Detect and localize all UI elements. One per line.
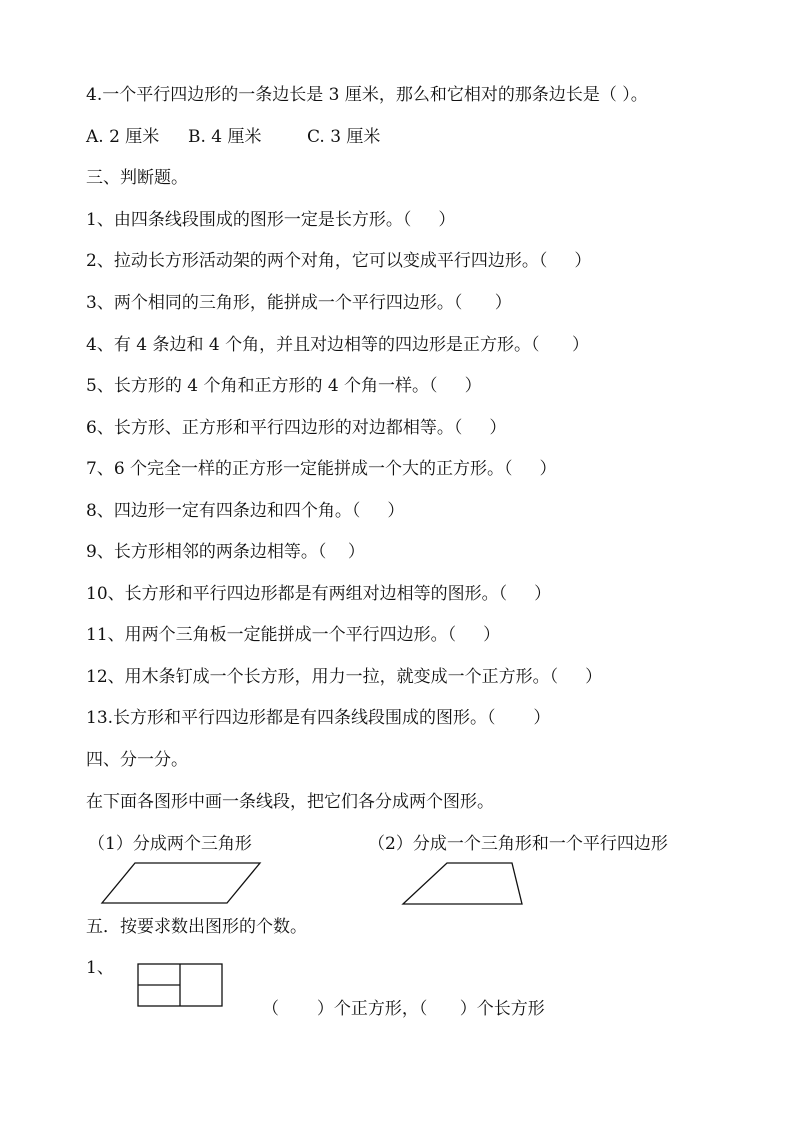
count-answer: （ ）个正方形，（ ）个长方形 xyxy=(262,999,545,1019)
judge-item: 6、长方形、正方形和平行四边形的对边都相等。（ ） xyxy=(86,418,507,438)
trapezoid-figure[interactable] xyxy=(403,863,522,904)
q4-option-a: A. 2 厘米 xyxy=(86,127,160,147)
divide-part2-label: （2）分成一个三角形和一个平行四边形 xyxy=(368,834,668,854)
judge-item: 1、由四条线段围成的图形一定是长方形。（ ） xyxy=(86,210,456,230)
divide-heading: 四、分一分。 xyxy=(86,750,188,770)
judge-item: 8、四边形一定有四条边和四个角。（ ） xyxy=(86,501,405,521)
judge-item: 9、长方形相邻的两条边相等。（ ） xyxy=(86,542,365,562)
divide-part1-label: （1）分成两个三角形 xyxy=(88,834,252,854)
count-number: 1、 xyxy=(86,958,114,978)
q4-option-b: B. 4 厘米 xyxy=(188,127,262,147)
judge-item: 13.长方形和平行四边形都是有四条线段围成的图形。（ ） xyxy=(86,708,551,728)
q4-stem: 4.一个平行四边形的一条边长是 3 厘米，那么和它相对的那条边长是（ ）。 xyxy=(86,85,648,105)
parallelogram-figure[interactable] xyxy=(102,863,260,903)
judge-item: 3、两个相同的三角形，能拼成一个平行四边形。（ ） xyxy=(86,293,512,313)
judge-item: 10、长方形和平行四边形都是有两组对边相等的图形。（ ） xyxy=(86,584,552,604)
judge-item: 7、6 个完全一样的正方形一定能拼成一个大的正方形。（ ） xyxy=(86,459,557,479)
judge-item: 2、拉动长方形活动架的两个对角，它可以变成平行四边形。（ ） xyxy=(86,251,592,271)
judge-item: 5、长方形的 4 个角和正方形的 4 个角一样。（ ） xyxy=(86,376,482,396)
q4-option-c: C. 3 厘米 xyxy=(307,127,381,147)
judge-item: 4、有 4 条边和 4 个角，并且对边相等的四边形是正方形。（ ） xyxy=(86,335,589,355)
judge-heading: 三、判断题。 xyxy=(86,168,188,188)
divide-instruction: 在下面各图形中画一条线段，把它们各分成两个图形。 xyxy=(86,792,494,812)
judge-item: 11、用两个三角板一定能拼成一个平行四边形。（ ） xyxy=(86,625,501,645)
rectangle-grid-figure xyxy=(138,964,222,1006)
count-heading: 五．按要求数出图形的个数。 xyxy=(86,917,307,937)
judge-item: 12、用木条钉成一个长方形，用力一拉，就变成一个正方形。（ ） xyxy=(86,667,603,687)
